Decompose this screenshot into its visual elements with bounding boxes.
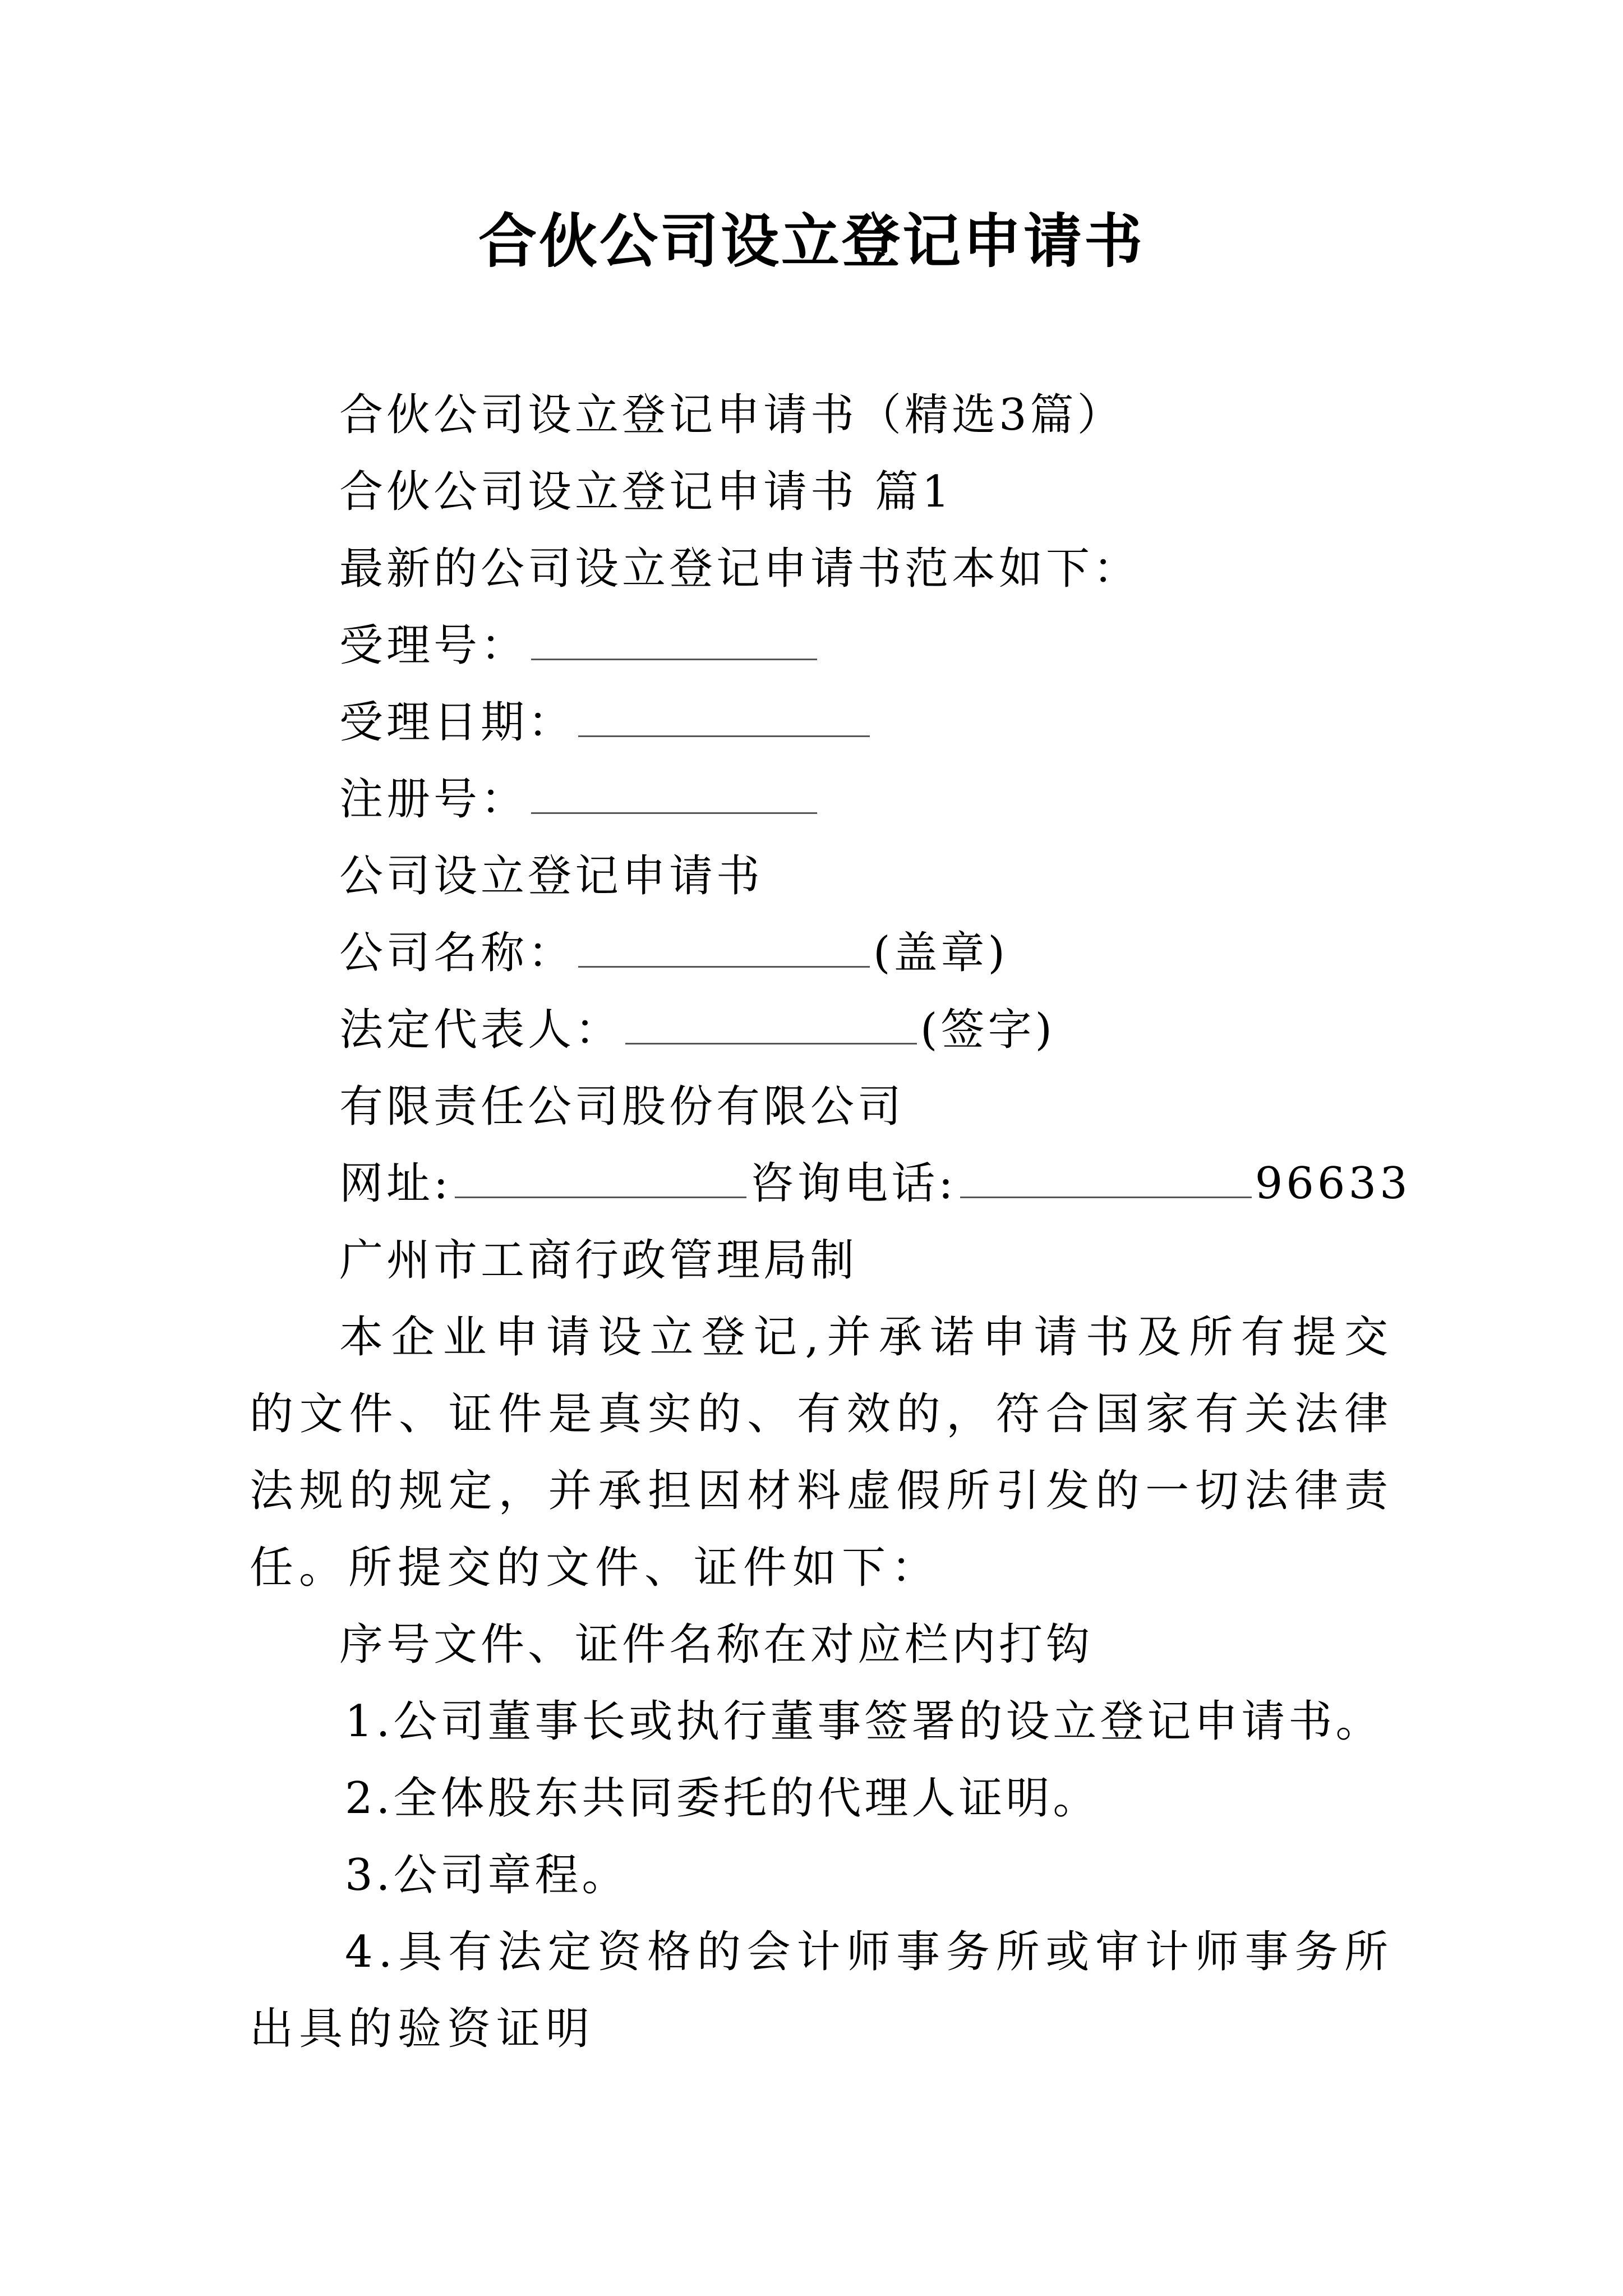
phone-blank	[960, 1163, 1252, 1198]
accept-date-blank	[578, 702, 870, 737]
phone-label: 咨询电话:	[750, 1158, 957, 1209]
intro-text: 最新的公司设立登记申请书范本如下：	[339, 544, 1141, 594]
issuer: 广州市工商行政管理局制	[339, 1235, 858, 1286]
table-header: 序号文件、证件名称在对应栏内打钩	[339, 1619, 1094, 1670]
legal-rep-row	[250, 992, 1394, 1069]
company-name-blank	[578, 932, 870, 968]
company-name-label: 公司名称：	[339, 928, 575, 978]
document-title: 合伙公司设立登记申请书	[478, 206, 1145, 275]
document-body	[250, 377, 1411, 2068]
accept-date-label: 受理日期：	[339, 697, 575, 748]
accept-number-blank	[531, 625, 817, 660]
website-label: 网址:	[339, 1158, 452, 1209]
phone-number: 96633	[1255, 1158, 1411, 1209]
legal-rep-sign-note: (签字)	[920, 1005, 1055, 1055]
legal-rep-label: 法定代表人：	[339, 1005, 623, 1055]
accept-number-row	[250, 608, 1394, 684]
company-type: 有限责任公司股份有限公司	[339, 1082, 905, 1132]
commitment-paragraph: 本企业申请设立登记,并承诺申请书及所有提交的文件、证件是真实的、有效的，符合国家有关法律法规的规定，并承担因材料虚假所引发的一切法律责任。所提交的文件、证件如下：	[250, 1312, 1394, 1593]
list-item: 4.具有法定资格的会计师事务所或审计师事务所出具的验资证明	[250, 1927, 1394, 2054]
accept-number-label: 受理号：	[339, 620, 528, 671]
registration-number-row	[250, 761, 1394, 838]
list-item: 3.公司章程。	[345, 1850, 629, 1901]
subtitle: 合伙公司设立登记申请书（精选3篇）	[339, 390, 1124, 440]
list-item: 2.全体股东共同委托的代理人证明。	[345, 1773, 1100, 1824]
website-blank	[455, 1163, 746, 1198]
contact-row	[250, 1145, 1411, 1222]
registration-number-label: 注册号：	[339, 774, 528, 825]
accept-date-row	[250, 684, 1394, 761]
form-title: 公司设立登记申请书	[339, 851, 764, 901]
list-item: 1.公司董事长或执行董事签署的设立登记申请书。	[345, 1696, 1383, 1747]
article-heading: 合伙公司设立登记申请书 篇1	[339, 467, 953, 517]
registration-number-blank	[531, 779, 817, 814]
company-seal-note: (盖章)	[873, 928, 1008, 978]
company-name-row	[250, 915, 1394, 992]
legal-rep-blank	[625, 1009, 917, 1045]
